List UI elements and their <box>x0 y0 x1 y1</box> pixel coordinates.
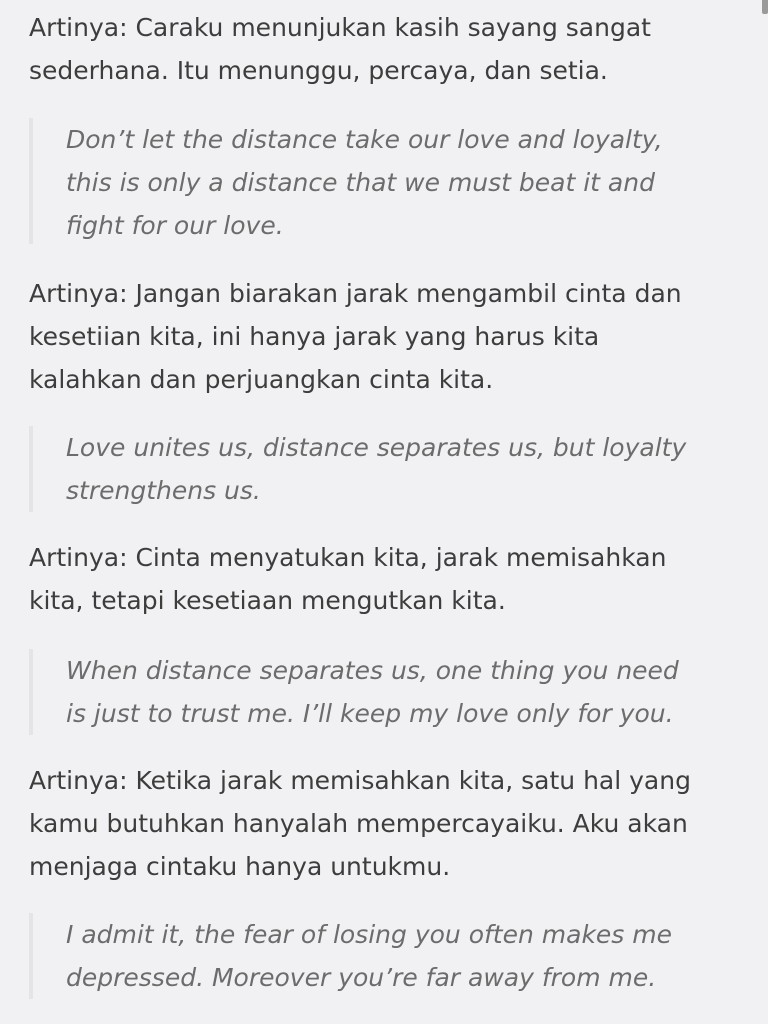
blockquote <box>29 649 744 735</box>
translation-paragraph: Artinya: Jangan biarakan jarak mengambil cinta dan kesetiian kita, ini hanya jarak yang harus kita kalahkan dan perjuangkan cinta kita. <box>29 279 682 394</box>
blockquote <box>29 913 744 999</box>
quote-text: Love unites us, distance separates us, but loyalty strengthens us. <box>66 433 687 505</box>
blockquote <box>29 426 744 512</box>
scrollbar-thumb[interactable] <box>762 0 768 14</box>
quote-text: Don’t let the distance take our love and loyalty, this is only a distance that we must beat it and fight for our love. <box>66 125 663 240</box>
quote-text: I admit it, the fear of losing you often makes me depressed. Moreover you’re far away from me. <box>66 920 673 992</box>
translation-paragraph: Artinya: Ketika jarak memisahkan kita, satu hal yang kamu butuhkan hanyalah mempercayaiku. Aku akan menjaga cintaku hanya untukmu. <box>29 766 691 881</box>
blockquote <box>29 118 744 244</box>
quote-text: When distance separates us, one thing you need is just to trust me. I’ll keep my love only for you. <box>66 656 679 728</box>
translation-paragraph: Artinya: Cinta menyatukan kita, jarak memisahkan kita, tetapi kesetiaan mengutkan kita. <box>29 543 667 615</box>
translation-paragraph: Artinya: Caraku menunjukan kasih sayang sangat sederhana. Itu menunggu, percaya, dan setia. <box>29 13 651 85</box>
